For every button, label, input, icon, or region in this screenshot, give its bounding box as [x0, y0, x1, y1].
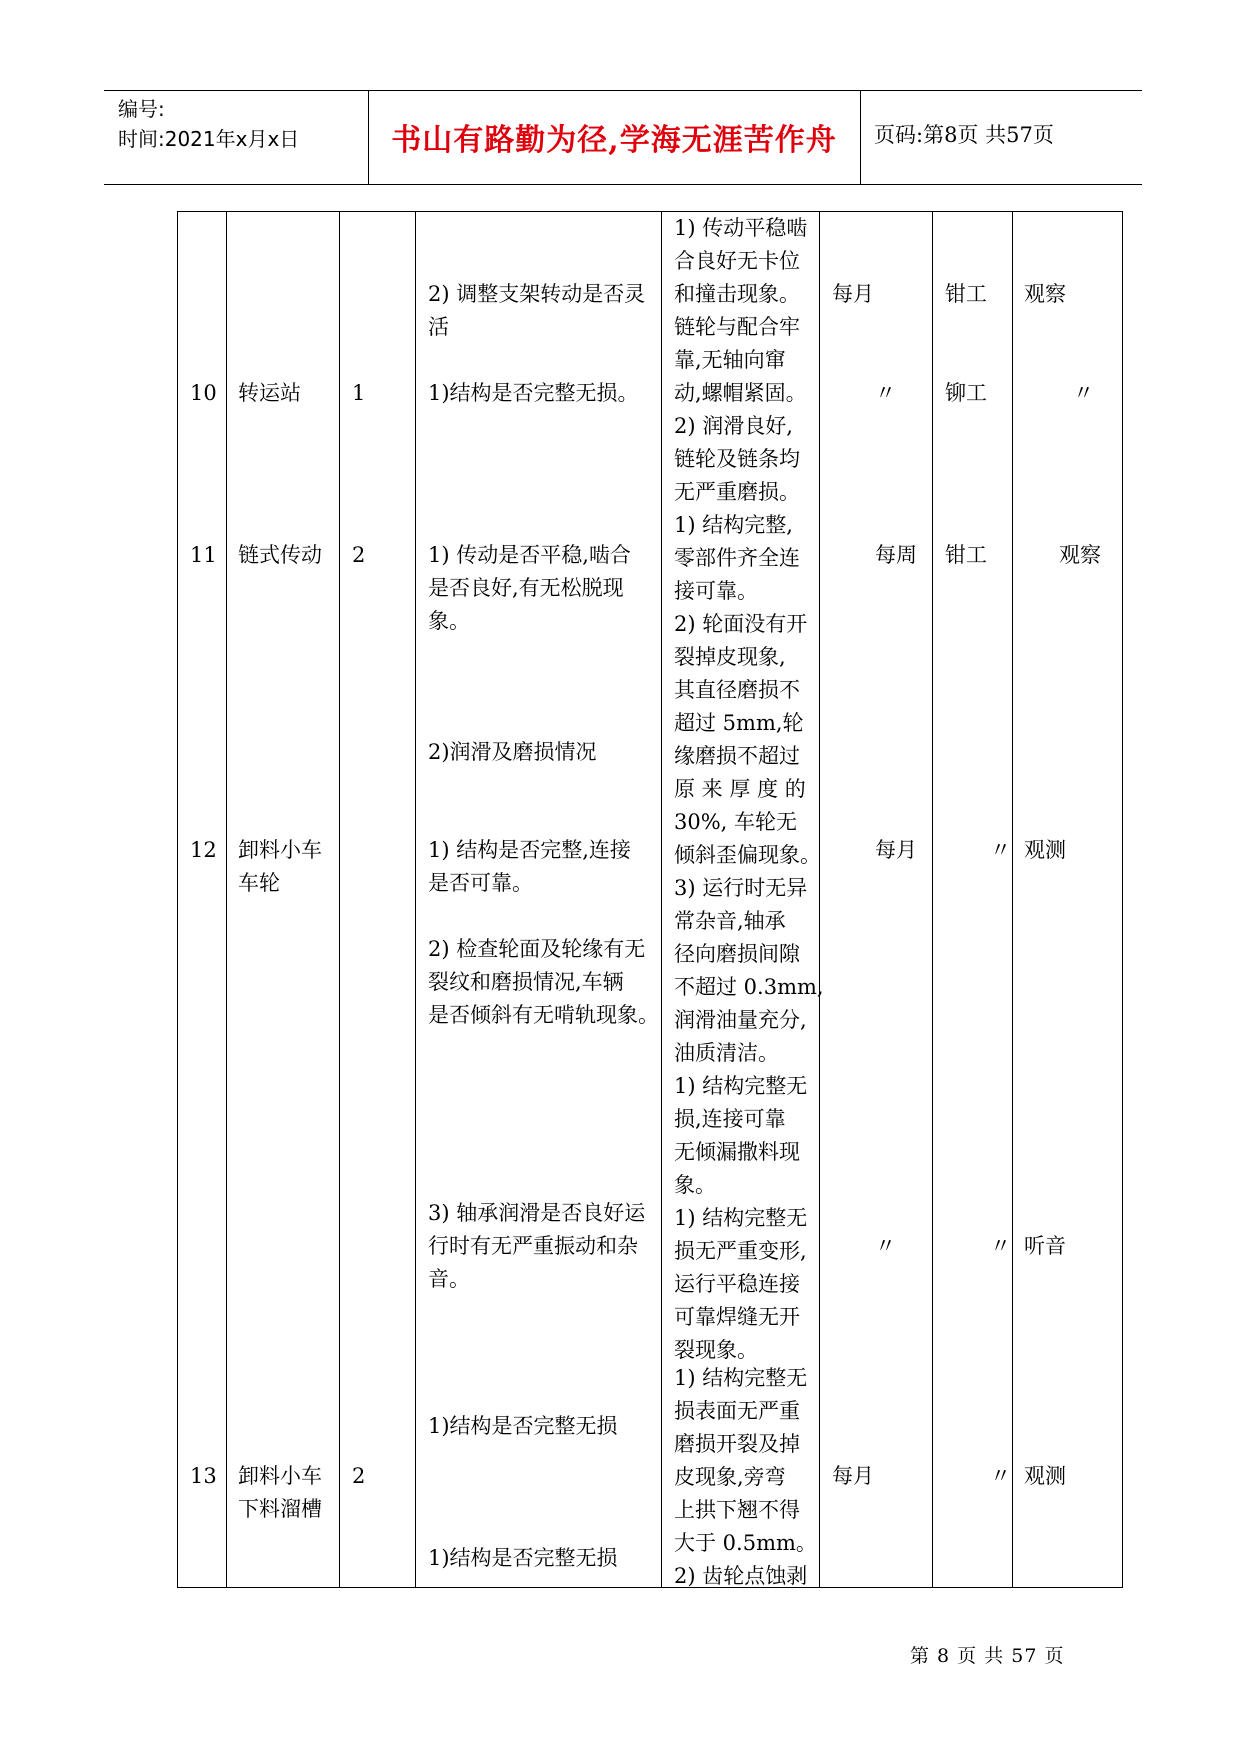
inspection-table [177, 211, 1123, 1588]
time-label: 时间:2021年x月x日 [118, 127, 300, 151]
column-divider [339, 212, 340, 1587]
method: 观测 [1024, 1464, 1066, 1488]
column-divider [226, 212, 227, 1587]
column-divider [1012, 212, 1013, 1587]
row-number: 13 [190, 1464, 217, 1488]
worker: 钳工 [945, 282, 987, 306]
inspection-item: 2)润滑及磨损情况 [428, 740, 597, 764]
method: 观测 [1024, 838, 1066, 862]
row-number: 12 [190, 838, 217, 862]
inspection-item: 1)结构是否完整无损。 [428, 381, 639, 405]
quantity: 1 [352, 381, 366, 405]
inspection-item: 3) 轴承润滑是否良好运 行时有无严重振动和杂 音。 [428, 1201, 646, 1291]
method: 观察 [1024, 282, 1066, 306]
equipment-name: 转运站 [238, 381, 301, 405]
standard: 1) 结构完整, 零部件齐全连 接可靠。 2) 轮面没有开 裂掉皮现象, 其直径磨损不 超过 5mm,轮 缘磨损不超过 原 来 厚 度 的 30%, 车轮无 倾斜歪偏现象。 3) 运行时无异 常杂音,轴承 径向磨损间隙 不超过 0.3mm, 润滑油量充分, 油质清洁。 1) 结构完整无 损,连接可靠 无倾漏撒料现 象。 1) 结构完整无 损无严重变形, 运行平稳连接 可靠焊缝无开 裂现象。 [674, 513, 824, 1362]
standard: 1) 传动平稳啮 合良好无卡位 和撞击现象。 链轮与配合牢 靠,无轴向窜 动,螺帽紧固。 2) 润滑良好, 链轮及链条均 无严重磨损。 [674, 216, 808, 504]
inspection-item: 1)结构是否完整无损 [428, 1414, 618, 1438]
row-number: 11 [190, 543, 217, 567]
quantity: 2 [352, 543, 366, 567]
inspection-item: 1) 传动是否平稳,啮合 是否良好,有无松脱现 象。 [428, 543, 631, 633]
period: 每月 [832, 282, 874, 306]
method: 〃 [1073, 381, 1094, 405]
header-meta [118, 94, 299, 154]
standard: 1) 结构完整无 损表面无严重 磨损开裂及掉 皮现象,旁弯 上拱下翘不得 大于 0.5mm。 2) 齿轮点蚀剥 [674, 1366, 817, 1588]
inspection-item: 2) 调整支架转动是否灵 活 [428, 282, 646, 339]
worker: 〃 [990, 838, 1011, 862]
worker: 〃 [990, 1234, 1011, 1258]
period: 每月 [875, 838, 917, 862]
equipment-name: 链式传动 [238, 543, 322, 567]
equipment-name: 卸料小车 下料溜槽 [238, 1464, 322, 1521]
row-number: 10 [190, 381, 217, 405]
column-divider [932, 212, 933, 1587]
method: 听音 [1024, 1234, 1066, 1258]
period: 〃 [875, 1234, 896, 1258]
inspection-item: 1)结构是否完整无损 [428, 1546, 618, 1570]
header-divider [860, 91, 861, 184]
inspection-item: 2) 检查轮面及轮缘有无 裂纹和磨损情况,车辆 是否倾斜有无啃轨现象。 [428, 937, 659, 1027]
method: 观察 [1059, 543, 1101, 567]
equipment-name: 卸料小车 车轮 [238, 838, 322, 895]
quantity: 2 [352, 1464, 366, 1488]
period: 〃 [875, 381, 896, 405]
worker: 钳工 [945, 543, 987, 567]
serial-label: 编号: [118, 97, 165, 121]
inspection-item: 1) 结构是否完整,连接 是否可靠。 [428, 838, 631, 895]
column-divider [661, 212, 662, 1587]
page-label: 页码:第8页 共57页 [874, 123, 1054, 147]
page-header [104, 90, 1142, 185]
period: 每月 [832, 1464, 874, 1488]
period: 每周 [875, 543, 917, 567]
motto: 书山有路勤为径,学海无涯苦作舟 [391, 123, 837, 158]
column-divider [415, 212, 416, 1587]
worker: 铆工 [945, 381, 987, 405]
page-footer: 第 8 页 共 57 页 [910, 1645, 1065, 1667]
worker: 〃 [990, 1464, 1011, 1488]
